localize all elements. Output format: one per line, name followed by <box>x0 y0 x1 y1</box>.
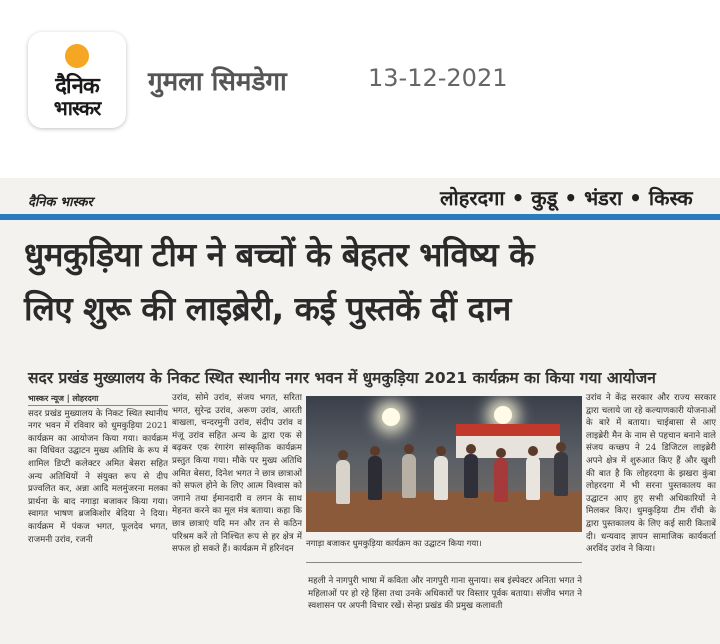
clipping-masthead <box>0 178 720 214</box>
event-photo <box>306 396 582 532</box>
article-bottom-text: महली ने नागपुरी भाषा में कविता और नागपुरी गाना सुनाया। सब इंस्पेक्टर अनिता भगत ने महिलाओं पर हो रहे हिंसा तथा उनके अधिकारों पर विस्तार पूर्वक बताया। संजीव भगत ने स्वशासन पर अपनी विचार रखें। सेन्हा प्रखंड की प्रमुख कलावती <box>308 576 582 612</box>
person <box>526 456 540 500</box>
article-column-3 <box>586 392 716 640</box>
person-head <box>404 444 414 454</box>
person <box>464 454 478 498</box>
person <box>402 454 416 498</box>
edition-date: 13-12-2021 <box>368 64 508 92</box>
edition-title: गुमला सिमडेगा <box>148 67 287 97</box>
person <box>368 456 382 500</box>
logo-text-line2: भास्कर <box>53 96 101 120</box>
person-head <box>370 446 380 456</box>
logo-text-line1: दैनिक <box>55 74 99 99</box>
person-head <box>338 450 348 460</box>
article-headline <box>24 228 714 336</box>
person <box>336 460 350 504</box>
column-2-text: उरांव, सोमे उरांव, संजय भगत, सरिता भगत, सुरेन्द्र उरांव, अरूण उरांव, आरती बाखला, चन्दरमुनी उरांव, संदीप उरांव व मंजू उरांव सहित अन्य के द्वारा एक से बढ़कर एक रंगारंग सांस्कृतिक कार्यक्रम प्रस्तुत किया गया। मौके पर मुख्य अतिथि अमित बेसरा, दिनेश भगत ने छात्र छात्राओं को सफल होने के लिए आत्म विश्वास को जगाने तथा ईमानदारी व लगन के साथ मेहनत करने का मूल मंत्र बताया। कहा कि छात्र छात्राएं यदि मन और तन से कठिन परिश्रम करें तो निश्चित रूप से हर क्षेत्र में सफल हो सकते हैं। कार्यक्रम में हरिनंदन <box>172 393 302 555</box>
article-subheadline: सदर प्रखंड मुख्यालय के निकट स्थित स्थानीय नगर भवन में धुमकुड़िया 2021 कार्यक्रम का किया गया आयोजन <box>28 369 656 387</box>
headline-line-2: लिए शुरू की लाइब्रेरी, कई पुस्तकें दीं दान <box>24 289 511 328</box>
article-column-2 <box>172 392 302 640</box>
article-byline: भास्कर न्यूज | लोहरदगा <box>28 392 168 406</box>
newspaper-clipping[interactable] <box>0 178 720 644</box>
column-1-text: सदर प्रखंड मुख्यालय के निकट स्थित स्थानीय नगर भवन में रविवार को धुमकुड़िया 2021 कार्यक्रम का आयोजन किया गया। कार्यक्रम का विधिवत उद्घाटन मुख्य अतिथि के रूप में शामिल डिप्टी कलेक्टर अमित बेसरा सहित अन्य अतिथियों ने संयुक्त रूप से दीप प्रज्वलित कर, अन्ना आदि मलमुंजरना मलका प्रार्थना के बाद नगाड़ा बजाकर किया गया। स्वागत भाषण ब्रजकिशोर बेदिया ने दिया। कार्यक्रम में पंकज भगत, फूलदेव भगत, राजमनी उरांव, रजनी <box>28 408 168 545</box>
banner-stripe <box>456 424 560 436</box>
article-column-1 <box>28 392 168 640</box>
person <box>494 458 508 502</box>
column-3-text: उरांव ने केंद्र सरकार और राज्य सरकार द्वारा चलाये जा रहे कल्याणकारी योजनाओं के बारे में बताया। चाईबासा से आए लाइब्रेरी मैन के नाम से पहचान बनाने वाले संजय कच्छप ने 24 डिजिटल लाइब्रेरी अपने क्षेत्र में शुरुआत किए हैं और खुशी की बात है कि लोहरदगा के झखरा कुंबा लोहरदगा में भी सरना पुस्तकालय का उद्घाटन आए हुए सभी अधिकारियों ने मिलकर किए। धुमकुड़िया टीम राँची के द्वारा पुस्तकालय के लिए कई सारी किताबें दी। धन्यवाद ज्ञापन सामाजिक कार्यकर्ता अरविंद उरांव ने किया। <box>586 393 716 555</box>
clipping-brand: दैनिक भास्कर <box>28 195 93 210</box>
person-head <box>466 444 476 454</box>
stage-light <box>494 406 512 424</box>
person-head <box>436 446 446 456</box>
app-header <box>0 0 720 160</box>
person <box>434 456 448 500</box>
masthead-divider <box>0 214 720 220</box>
stage-light <box>382 408 400 426</box>
headline-line-1: धुमकुड़िया टीम ने बच्चों के बेहतर भविष्य के <box>24 235 535 274</box>
person-head <box>528 446 538 456</box>
person-head <box>556 442 566 452</box>
person <box>554 452 568 496</box>
caption-divider <box>306 562 582 563</box>
dainik-bhaskar-logo[interactable] <box>28 32 126 128</box>
photo-caption: नगाड़ा बजाकर धुमकुड़िया कार्यक्रम का उद्घाटन किया गया। <box>306 538 482 548</box>
person-head <box>496 448 506 458</box>
sun-icon <box>65 44 89 68</box>
district-strip: लोहरदगा • कुडू • भंडरा • किस्क <box>440 186 693 210</box>
